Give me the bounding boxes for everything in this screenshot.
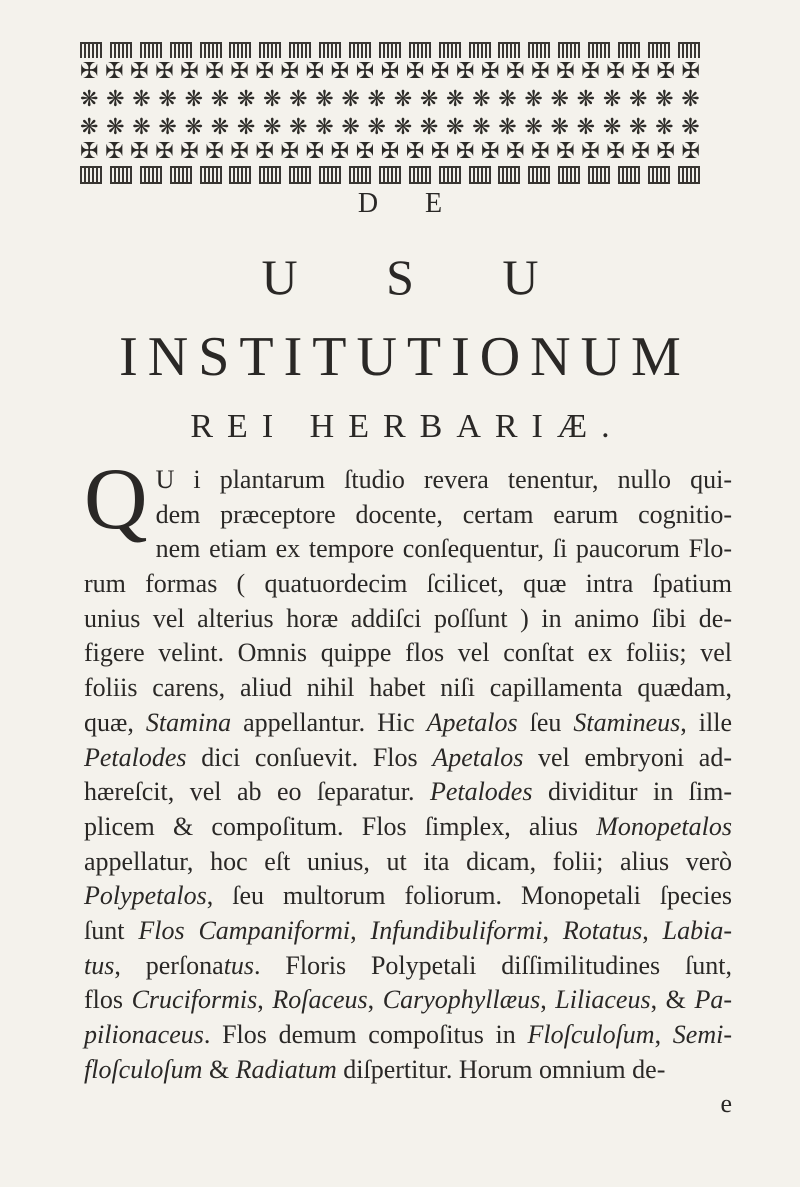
ornament-row-crosses: ✠ ✠ ✠ ✠ ✠ ✠ ✠ ✠ ✠ ✠ ✠ ✠ ✠ ✠ ✠ ✠ ✠ ✠ ✠ ✠ ✠ ✠ ✠ ✠ ✠ bbox=[80, 60, 700, 82]
ornament-row-top bbox=[80, 40, 700, 58]
text-line: floſculoſum & Radiatum diſpertitur. Horum omnium de- bbox=[84, 1054, 666, 1084]
body-text bbox=[84, 451, 733, 1122]
ornament-row-bottom bbox=[80, 164, 700, 184]
text-line: appellatur, hoc eſt unius, ut ita dicam, folii; alius verò bbox=[84, 846, 732, 876]
text-line: figere velint. Omnis quippe flos vel conſtat ex foliis; vel bbox=[84, 638, 732, 668]
text-line: pilionaceus. Flos demum compoſitus in Floſculoſum, Semi- bbox=[84, 1020, 732, 1049]
ornament-row-crosses-2: ✠ ✠ ✠ ✠ ✠ ✠ ✠ ✠ ✠ ✠ ✠ ✠ ✠ ✠ ✠ ✠ ✠ ✠ ✠ ✠ ✠ ✠ ✠ ✠ ✠ bbox=[80, 140, 700, 162]
text-line: unius vel alterius horæ addiſci poſſunt ) in animo ſibi de- bbox=[84, 603, 732, 633]
title-rei-herbariae: REI HERBARIÆ. bbox=[190, 408, 624, 445]
text-line: plicem & compoſitum. Flos ſimplex, alius Monopetalos bbox=[84, 811, 732, 841]
title-usu: U S U bbox=[261, 249, 577, 305]
text-line: rum formas ( quatuordecim ſcilicet, quæ intra ſpatium bbox=[84, 569, 732, 599]
text-line: quæ, Stamina appellantur. Hic Apetalos ſeu Stamineus, ille bbox=[84, 707, 733, 737]
title-institutionum: INSTITUTIONUM bbox=[119, 326, 691, 388]
drop-cap: Q bbox=[84, 451, 148, 548]
catchword: e bbox=[720, 1089, 732, 1119]
text-line: ſunt Flos Campaniformi, Infundibuliformi, Rotatus, Labia- bbox=[84, 915, 733, 945]
ornament-row-stars: ❋ ❋ ❋ ❋ ❋ ❋ ❋ ❋ ❋ ❋ ❋ ❋ ❋ ❋ ❋ ❋ ❋ ❋ ❋ ❋ ❋ ❋ ❋ ❋ bbox=[80, 86, 700, 111]
text-line: foliis carens, aliud nihil habet niſi capillamenta quædam, bbox=[84, 673, 732, 703]
title-de: D E bbox=[357, 188, 463, 219]
text-line: U i plantarum ſtudio revera tenentur, nullo qui- bbox=[155, 465, 732, 494]
text-line: tus, perſonatus. Floris Polypetali diſſimilitudines ſunt, bbox=[84, 950, 732, 980]
text-line: Petalodes dici conſuevit. Flos Apetalos vel embryoni ad- bbox=[84, 742, 732, 772]
text-line: hæreſcit, vel ab eo ſeparatur. Petalodes dividitur in ſim- bbox=[84, 777, 733, 807]
text-line: flos Cruciformis, Roſaceus, Caryophyllæus, Liliaceus, & Pa- bbox=[84, 985, 733, 1015]
text-line: dem præceptore docente, certam earum cognitio- bbox=[155, 499, 732, 529]
text-line: Polypetalos, ſeu multorum foliorum. Monopetali ſpecies bbox=[84, 881, 732, 911]
ornament-row-stars-2: ❋ ❋ ❋ ❋ ❋ ❋ ❋ ❋ ❋ ❋ ❋ ❋ ❋ ❋ ❋ ❋ ❋ ❋ ❋ ❋ ❋ ❋ ❋ ❋ bbox=[80, 114, 700, 139]
ornamental-header-band bbox=[80, 40, 700, 170]
text-line: nem etiam ex tempore conſequentur, ſi paucorum Flo- bbox=[155, 534, 732, 564]
